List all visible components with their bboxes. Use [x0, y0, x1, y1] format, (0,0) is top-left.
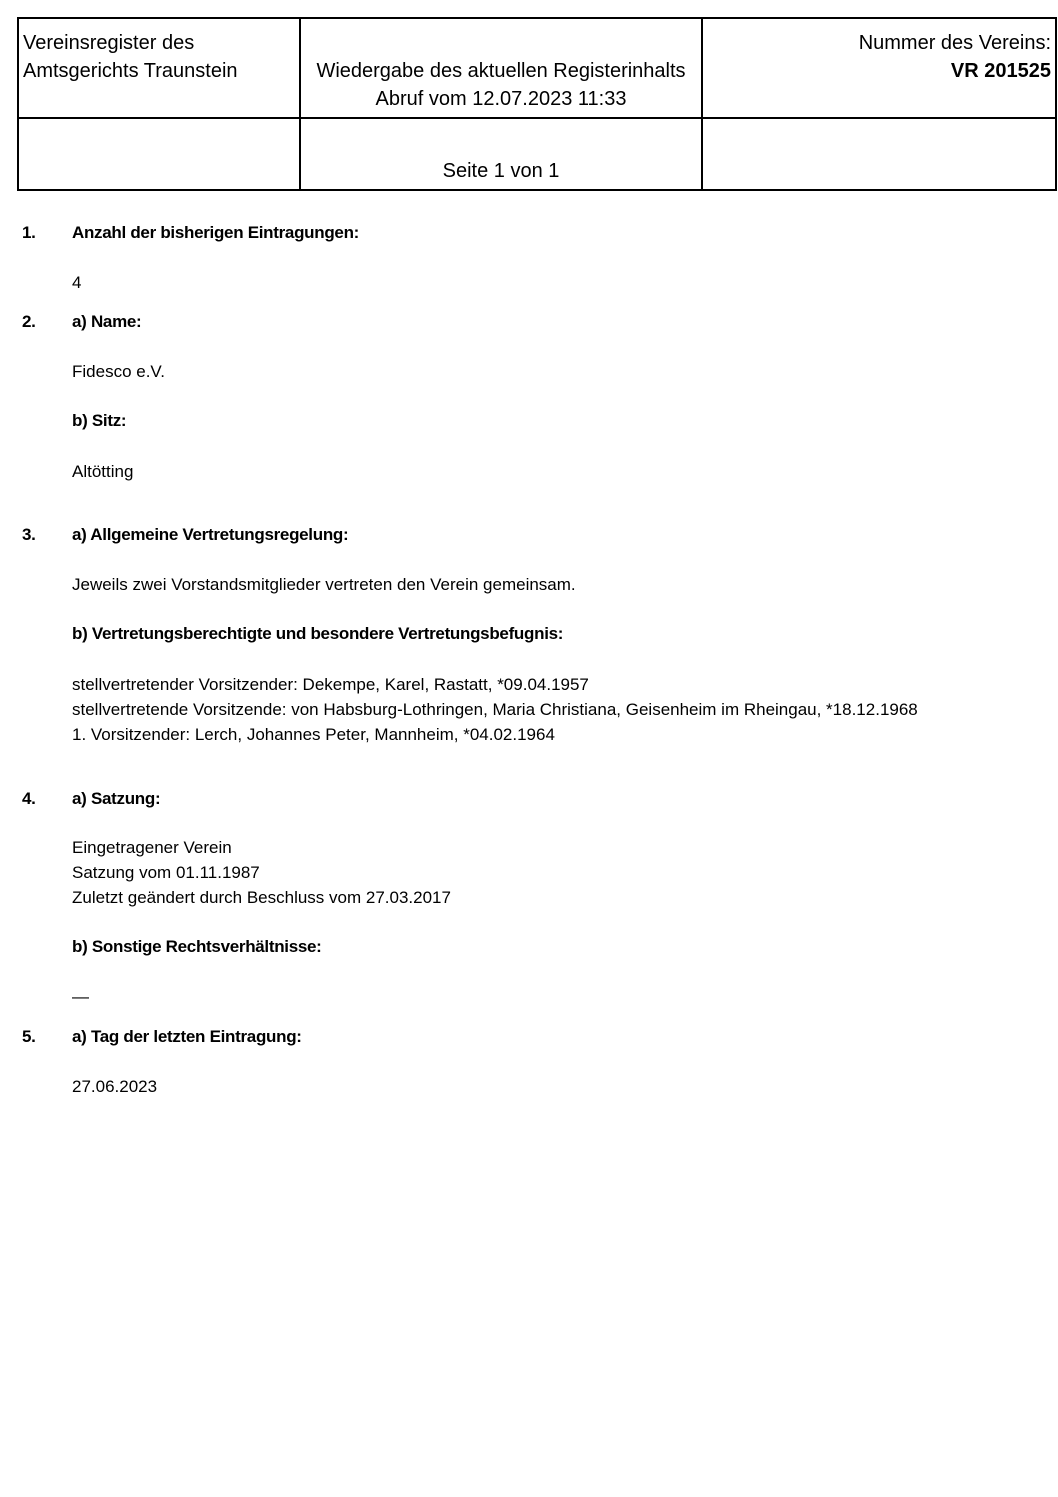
- last-entry-label: a) Tag der letzten Eintragung:: [72, 1027, 302, 1046]
- register-header-table: [17, 17, 1057, 191]
- empty-cell-left: [18, 118, 300, 190]
- representative-line: stellvertretender Vorsitzender: Dekempe, Karel, Rastatt, *09.04.1957: [72, 675, 589, 694]
- court-line-1: Vereinsregister des: [23, 32, 195, 54]
- title-cell: [300, 18, 702, 118]
- seat-value: Altötting: [72, 462, 134, 481]
- statute-line: Satzung vom 01.11.1987: [72, 863, 260, 882]
- association-number-value: VR 201525: [950, 60, 1051, 82]
- section-5-number: 5.: [22, 1027, 36, 1046]
- last-entry-value: 27.06.2023: [72, 1077, 158, 1096]
- retrieval-date: Abruf vom 12.07.2023 11:33: [375, 88, 627, 110]
- empty-cell-right: [702, 118, 1056, 190]
- general-representation-label: a) Allgemeine Vertretungsregelung:: [72, 525, 349, 544]
- other-legal-relations-value: —: [72, 987, 89, 1006]
- entries-count-value: 4: [72, 273, 82, 292]
- general-representation-value: Jeweils zwei Vorstandsmitglieder vertreten den Verein gemeinsam.: [72, 575, 576, 594]
- section-4-number: 4.: [22, 789, 36, 808]
- statute-line: Eingetragener Verein: [72, 838, 232, 857]
- name-label: a) Name:: [72, 312, 142, 331]
- representative-line: 1. Vorsitzender: Lerch, Johannes Peter, Mannheim, *04.02.1964: [72, 725, 555, 744]
- court-cell: [18, 18, 300, 118]
- page-info-cell: [300, 118, 702, 190]
- section-2-number: 2.: [22, 312, 36, 331]
- seat-label: b) Sitz:: [72, 411, 127, 430]
- section-3-number: 3.: [22, 525, 36, 544]
- court-line-2: Amtsgerichts Traunstein: [23, 60, 238, 82]
- page-info: Seite 1 von 1: [442, 160, 560, 182]
- title-line-1: Wiedergabe des aktuellen Registerinhalts: [316, 60, 686, 82]
- statute-line: Zuletzt geändert durch Beschluss vom 27.03.2017: [72, 888, 451, 907]
- association-number-label: Nummer des Vereins:: [858, 32, 1051, 54]
- name-value: Fidesco e.V.: [72, 362, 165, 381]
- authorized-representatives-label: b) Vertretungsberechtigte und besondere Vertretungsbefugnis:: [72, 624, 564, 643]
- association-number-cell: [702, 18, 1056, 118]
- entries-count-label: Anzahl der bisherigen Eintragungen:: [72, 223, 360, 242]
- other-legal-relations-label: b) Sonstige Rechtsverhältnisse:: [72, 937, 322, 956]
- statute-label: a) Satzung:: [72, 789, 161, 808]
- section-1-number: 1.: [22, 223, 36, 242]
- representative-line: stellvertretende Vorsitzende: von Habsburg-Lothringen, Maria Christiana, Geisenheim im Rheingau, *18.12.1968: [72, 700, 918, 719]
